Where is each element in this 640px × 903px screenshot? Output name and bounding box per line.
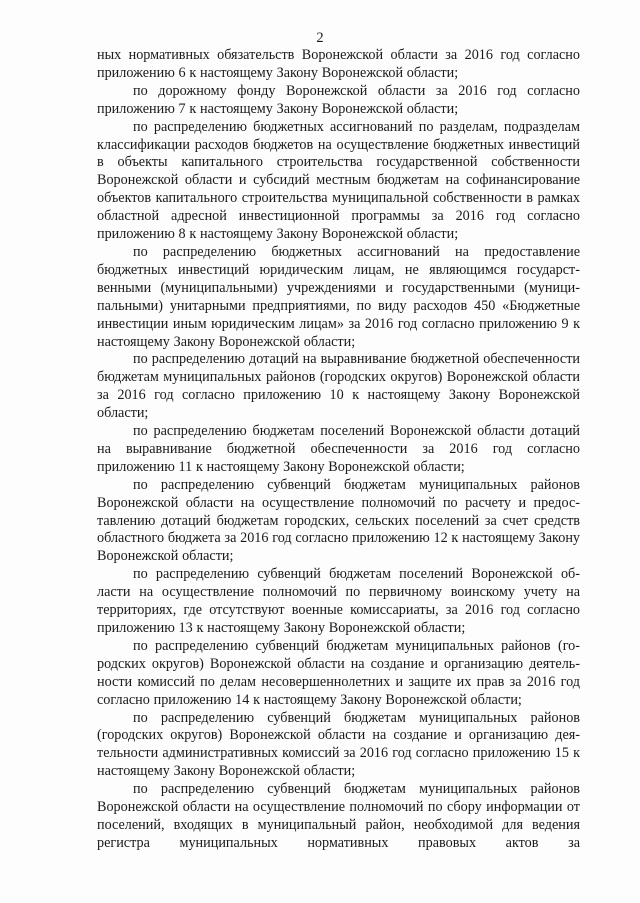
paragraph: по распределению субвенций бюджетам поселений Воронежской области на осуществление полномочий по первичному воинскому учету на территориях, где отсутствуют военные комиссариаты, за 2016 год согласно приложению 13 к настоящему Закону Воронежской области; <box>97 566 580 636</box>
paragraph: по распределению субвенций бюджетам муниципальных районов (городских округов) Воронежской области на создание и организацию деятельности комиссий по делам несовершеннолетних и защите их прав за 2016 год согласно приложению 14 к настоящему Закону Воронежской области; <box>97 637 580 708</box>
paragraph: по распределению субвенций бюджетам муниципальных районов (городских округов) Воронежской области на создание и организацию деятельности административных комиссий за 2016 год согласно приложению 15 к настоящему Закону Воронежской области; <box>97 709 580 780</box>
paragraph: по распределению бюджетных ассигнований по разделам, подразделам классификации расходов бюджетов на осуществление бюджетных инвестиций в объекты капитального строительства государственной собственности Воронежской области и субсидий местным бюджетам на софинансирование объектов капитального строительства муниципальной собственности в рамках областной адресной инвестиционной программы за 2016 год согласно приложению 8 к настоящему Закону Воронежской области; <box>97 118 580 243</box>
paragraph: ных нормативных обязательств Воронежской области за 2016 год согласно приложению 6 к настоящему Закону Воронежской области; <box>97 47 580 81</box>
paragraph: по распределению бюджетам поселений Воронежской области дотаций на выравнивание бюджетной обеспеченности за 2016 год согласно приложению 11 к настоящему Закону Воронежской области; <box>97 423 580 475</box>
paragraph: по распределению бюджетных ассигнований на предоставление бюджетных инвестиций юридическим лицам, не являющимся государственными (муниципальными) учреждениями и государственными (муниципальными) унитарными предприятиями, по виду расходов 450 «Бюджетные инвестиции иным юридическим лицам» за 2016 год согласно приложению 9 к настоящему Закону Воронежской области; <box>97 243 580 350</box>
document-body <box>97 47 580 853</box>
page-number: 2 <box>316 30 324 46</box>
paragraph: по распределению дотаций на выравнивание бюджетной обеспеченности бюджетам муниципальных районов (городских округов) Воронежской области за 2016 год согласно приложению 10 к настоящему Закону Воронежской области; <box>97 351 580 422</box>
paragraph: по дорожному фонду Воронежской области за 2016 год согласно приложению 7 к настоящему Закону Воронежской области; <box>97 82 580 117</box>
paragraph: по распределению субвенций бюджетам муниципальных районов Воронежской области на осуществление полномочий по расчету и предоставлению дотаций бюджетам городских, сельских поселений за счет средств областного бюджета за 2016 год согласно приложению 12 к настоящему Закону Воронежской области; <box>97 476 581 565</box>
paragraph: по распределению субвенций бюджетам муниципальных районов Воронежской области на осуществление полномочий по сбору информации от поселений, входящих в муниципальный район, необходимой для ведения регистра муниципальных нормативных правовых актов за <box>97 781 580 851</box>
